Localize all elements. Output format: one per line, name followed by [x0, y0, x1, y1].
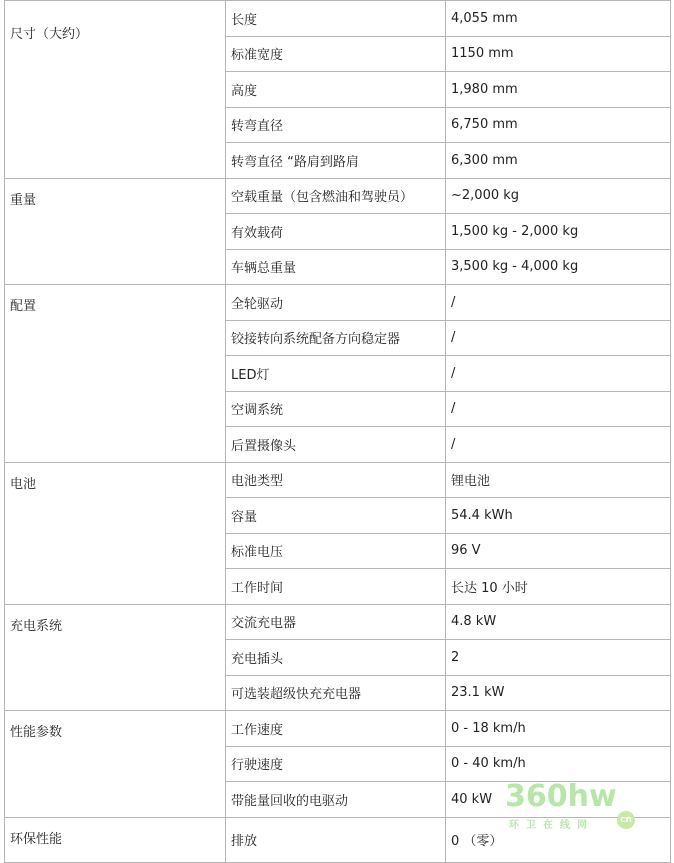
watermark-text: 360hw [505, 779, 617, 814]
value-cell: 6,750 mm [446, 107, 671, 143]
value-cell: 1150 mm [446, 36, 671, 72]
table-row [5, 462, 671, 498]
value-cell: 1,980 mm [446, 72, 671, 108]
value-cell: 0 （零） [446, 817, 671, 862]
table-row [5, 604, 671, 640]
value-cell: 2 [446, 640, 671, 676]
value-cell: / [446, 427, 671, 463]
category-cell: 配置 [5, 285, 226, 463]
item-cell: 标准宽度 [226, 36, 446, 72]
value-cell: 锂电池 [446, 462, 671, 498]
category-cell: 尺寸（大约） [5, 1, 226, 179]
value-cell: 3,500 kg - 4,000 kg [446, 249, 671, 285]
value-cell: 23.1 kW [446, 675, 671, 711]
value-cell: ~2,000 kg [446, 178, 671, 214]
table-row [5, 285, 671, 321]
item-cell: 交流充电器 [226, 604, 446, 640]
item-cell: 行驶速度 [226, 746, 446, 782]
value-cell: 54.4 kWh [446, 498, 671, 534]
item-cell: 空载重量（包含燃油和驾驶员） [226, 178, 446, 214]
item-cell: 高度 [226, 72, 446, 108]
item-cell: 标准电压 [226, 533, 446, 569]
item-cell: 可选装超级快充充电器 [226, 675, 446, 711]
table-row [5, 1, 671, 37]
value-cell: 40 kW [446, 782, 671, 818]
item-cell: 容量 [226, 498, 446, 534]
watermark-subtitle: 环卫在线网 [509, 820, 594, 831]
value-cell: 长达 10 小时 [446, 569, 671, 605]
value-cell: / [446, 391, 671, 427]
category-cell: 性能参数 [5, 711, 226, 818]
value-cell: / [446, 320, 671, 356]
watermark-badge: cn [617, 811, 635, 829]
item-cell: 铰接转向系统配备方向稳定器 [226, 320, 446, 356]
value-cell: 6,300 mm [446, 143, 671, 179]
item-cell: 电池类型 [226, 462, 446, 498]
spec-table [4, 0, 671, 863]
value-cell: 96 V [446, 533, 671, 569]
value-cell: 0 - 18 km/h [446, 711, 671, 747]
value-cell: / [446, 285, 671, 321]
item-cell: 排放 [226, 817, 446, 862]
value-cell: / [446, 356, 671, 392]
item-cell: 转弯直径 [226, 107, 446, 143]
item-cell: 有效载荷 [226, 214, 446, 250]
item-cell: LED灯 [226, 356, 446, 392]
value-cell: 0 - 40 km/h [446, 746, 671, 782]
category-cell: 充电系统 [5, 604, 226, 711]
category-cell: 环保性能 [5, 817, 226, 862]
value-cell: 4,055 mm [446, 1, 671, 37]
spec-table-body [5, 0, 671, 862]
item-cell: 空调系统 [226, 391, 446, 427]
watermark-logo [505, 779, 635, 833]
table-row [5, 711, 671, 747]
item-cell: 车辆总重量 [226, 249, 446, 285]
table-row [5, 178, 671, 214]
item-cell: 长度 [226, 1, 446, 37]
item-cell: 转弯直径 “路肩到路肩 [226, 143, 446, 179]
category-cell: 电池 [5, 462, 226, 604]
item-cell: 全轮驱动 [226, 285, 446, 321]
category-cell: 重量 [5, 178, 226, 285]
item-cell: 带能量回收的电驱动 [226, 782, 446, 818]
value-cell: 4.8 kW [446, 604, 671, 640]
value-cell: 1,500 kg - 2,000 kg [446, 214, 671, 250]
item-cell: 工作时间 [226, 569, 446, 605]
item-cell: 后置摄像头 [226, 427, 446, 463]
item-cell: 充电插头 [226, 640, 446, 676]
item-cell: 工作速度 [226, 711, 446, 747]
